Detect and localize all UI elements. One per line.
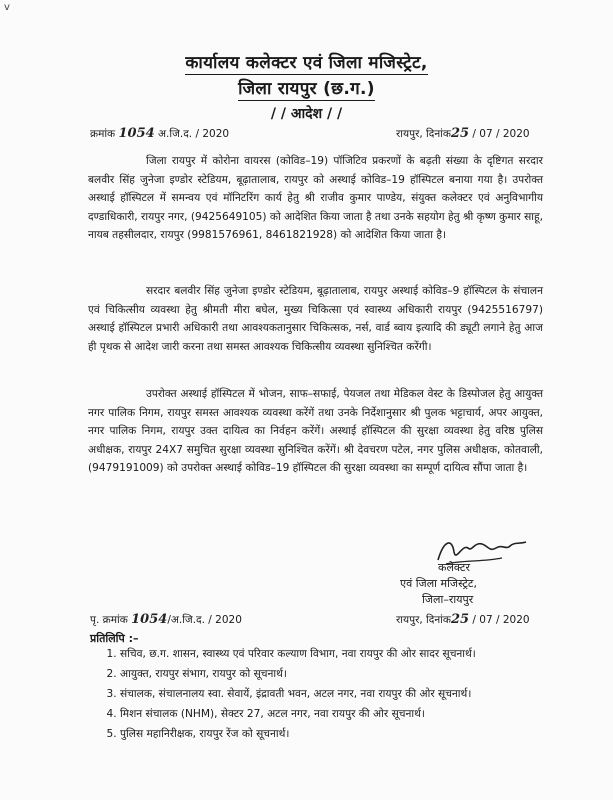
endorsement-date-handwritten: 25	[450, 612, 470, 627]
endorsement-number-handwritten: 1054	[131, 612, 168, 627]
signatory-designation: एवं जिला मजिस्ट्रेट,	[400, 577, 477, 590]
endorsement-date: रायपुर, दिनांक25 / 07 / 2020	[396, 612, 530, 627]
order-number: क्रमांक 1054 अ.जि.द. / 2020	[90, 126, 230, 141]
endorsement-number: पृ. क्रमांक 1054/अ.जि.द. / 2020	[90, 612, 242, 627]
office-title: कार्यालय कलेक्टर एवं जिला मजिस्ट्रेट,	[185, 53, 428, 73]
order-date-handwritten: 25	[450, 126, 470, 141]
order-number-handwritten: 1054	[118, 126, 155, 141]
order-date: रायपुर, दिनांक25 / 07 / 2020	[396, 126, 530, 141]
corner-mark: v	[4, 2, 10, 13]
signatory-district: जिला–रायपुर	[422, 593, 474, 606]
paragraph-2: सरदार बलवीर सिंह जुनेजा इण्डोर स्टेडियम, बूढ़ातालाब, रायपुर अस्थाई कोविड–9 हॉस्पिटल के संचालन एवं चिकित्सीय व्यवस्था हेतु श्रीमती मीरा बघेल, मुख्य चिकित्सा एवं स्वास्थ्य अधिकारी रायपुर (9425516797) अस्थाई हॉस्पिटल प्रभारी अधिकारी तथा आवश्यकतानुसार चिकित्सक, नर्स, वार्ड ब्वाय इत्यादि की ड्यूटी लगाने हेतु आज ही पृथक से आदेश जारी करना तथा समस्त आवश्यक चिकित्सीय व्यवस्था सुनिश्चित करेंगी।	[88, 285, 543, 353]
copy-to-item: 3. संचालक, संचालनालय स्वा. सेवायें, इंद्रावती भवन, अटल नगर, नवा रायपुर की ओर सूचनार्थ।	[120, 686, 565, 703]
order-heading: / / आदेश / /	[270, 106, 343, 122]
copy-to-item: 5. पुलिस महानिरीक्षक, रायपुर रेंज को सूचनार्थ।	[120, 726, 565, 743]
paragraph-3: उपरोक्त अस्थाई हॉस्पिटल में भोजन, साफ–सफाई, पेयजल तथा मेडिकल वेस्ट के डिस्पोजल हेतु आयुक्त नगर पालिक निगम, रायपुर समस्त आवश्यक व्यवस्था करेंगें तथा उनके निर्देशानुसार श्री पुलक भट्टाचार्य, अपर आयुक्त, नगर पालिक निगम, रायपुर उक्त दायित्व का निर्वहन करेंगें। अस्थाई हॉस्पिटल की सुरक्षा व्यवस्था हेतु वरिष्ठ पुलिस अधीक्षक, रायपुर 24X7 समुचित सुरक्षा व्यवस्था सुनिश्चित करेंगें। श्री देवचरण पटेल, नगर पुलिस अधीक्षक, कोतवाली, (9479191009) को उपरोक्त अस्थाई कोविड–19 हॉस्पिटल की सुरक्षा व्यवस्था का सम्पूर्ण दायित्व सौंपा जाता है।	[88, 388, 543, 475]
signatory-block	[400, 560, 477, 608]
copy-to-item: 2. आयुक्त, रायपुर संभाग, रायपुर को सूचनार्थ।	[120, 666, 565, 683]
paragraph-1: जिला रायपुर में कोरोना वायरस (कोविड–19) पॉजिटिव प्रकरणों के बढ़ती संख्या के दृष्टिगत सरदार बलवीर सिंह जुनेजा इण्डोर स्टेडियम, बूढ़ातालाब, रायपुर को अस्थाई कोविड–19 हॉस्पिटल बनाया गया है। उपरोक्त अस्थाई हॉस्पिटल में समन्वय एवं मॉनिटरिंग कार्य हेतु श्री राजीव कुमार पाण्डेय, संयुक्त कलेक्टर एवं अनुविभागीय दण्डाधिकारी, रायपुर नगर, (9425649105) को आदेशित किया जाता है तथा उनके सहयोग हेतु श्री कृष्ण कुमार साहू, नायब तहसीलदार, रायपुर (9981576961, 8461821928) को आदेशित किया जाता है।	[88, 155, 543, 242]
copy-to-item: 1. सचिव, छ.ग. शासन, स्वास्थ्य एवं परिवार कल्याण विभाग, नवा रायपुर की ओर सादर सूचनार्थ।	[120, 646, 565, 663]
copy-to-list	[100, 646, 565, 746]
copy-to-item: 4. मिशन संचालक (NHM), सेक्टर 27, अटल नगर, नवा रायपुर की ओर सूचनार्थ।	[120, 706, 565, 723]
district-title: जिला रायपुर (छ.ग.)	[238, 79, 375, 99]
copy-to-label: प्रतिलिपि :–	[90, 632, 139, 645]
signatory-title: कलेक्टर	[438, 561, 470, 574]
